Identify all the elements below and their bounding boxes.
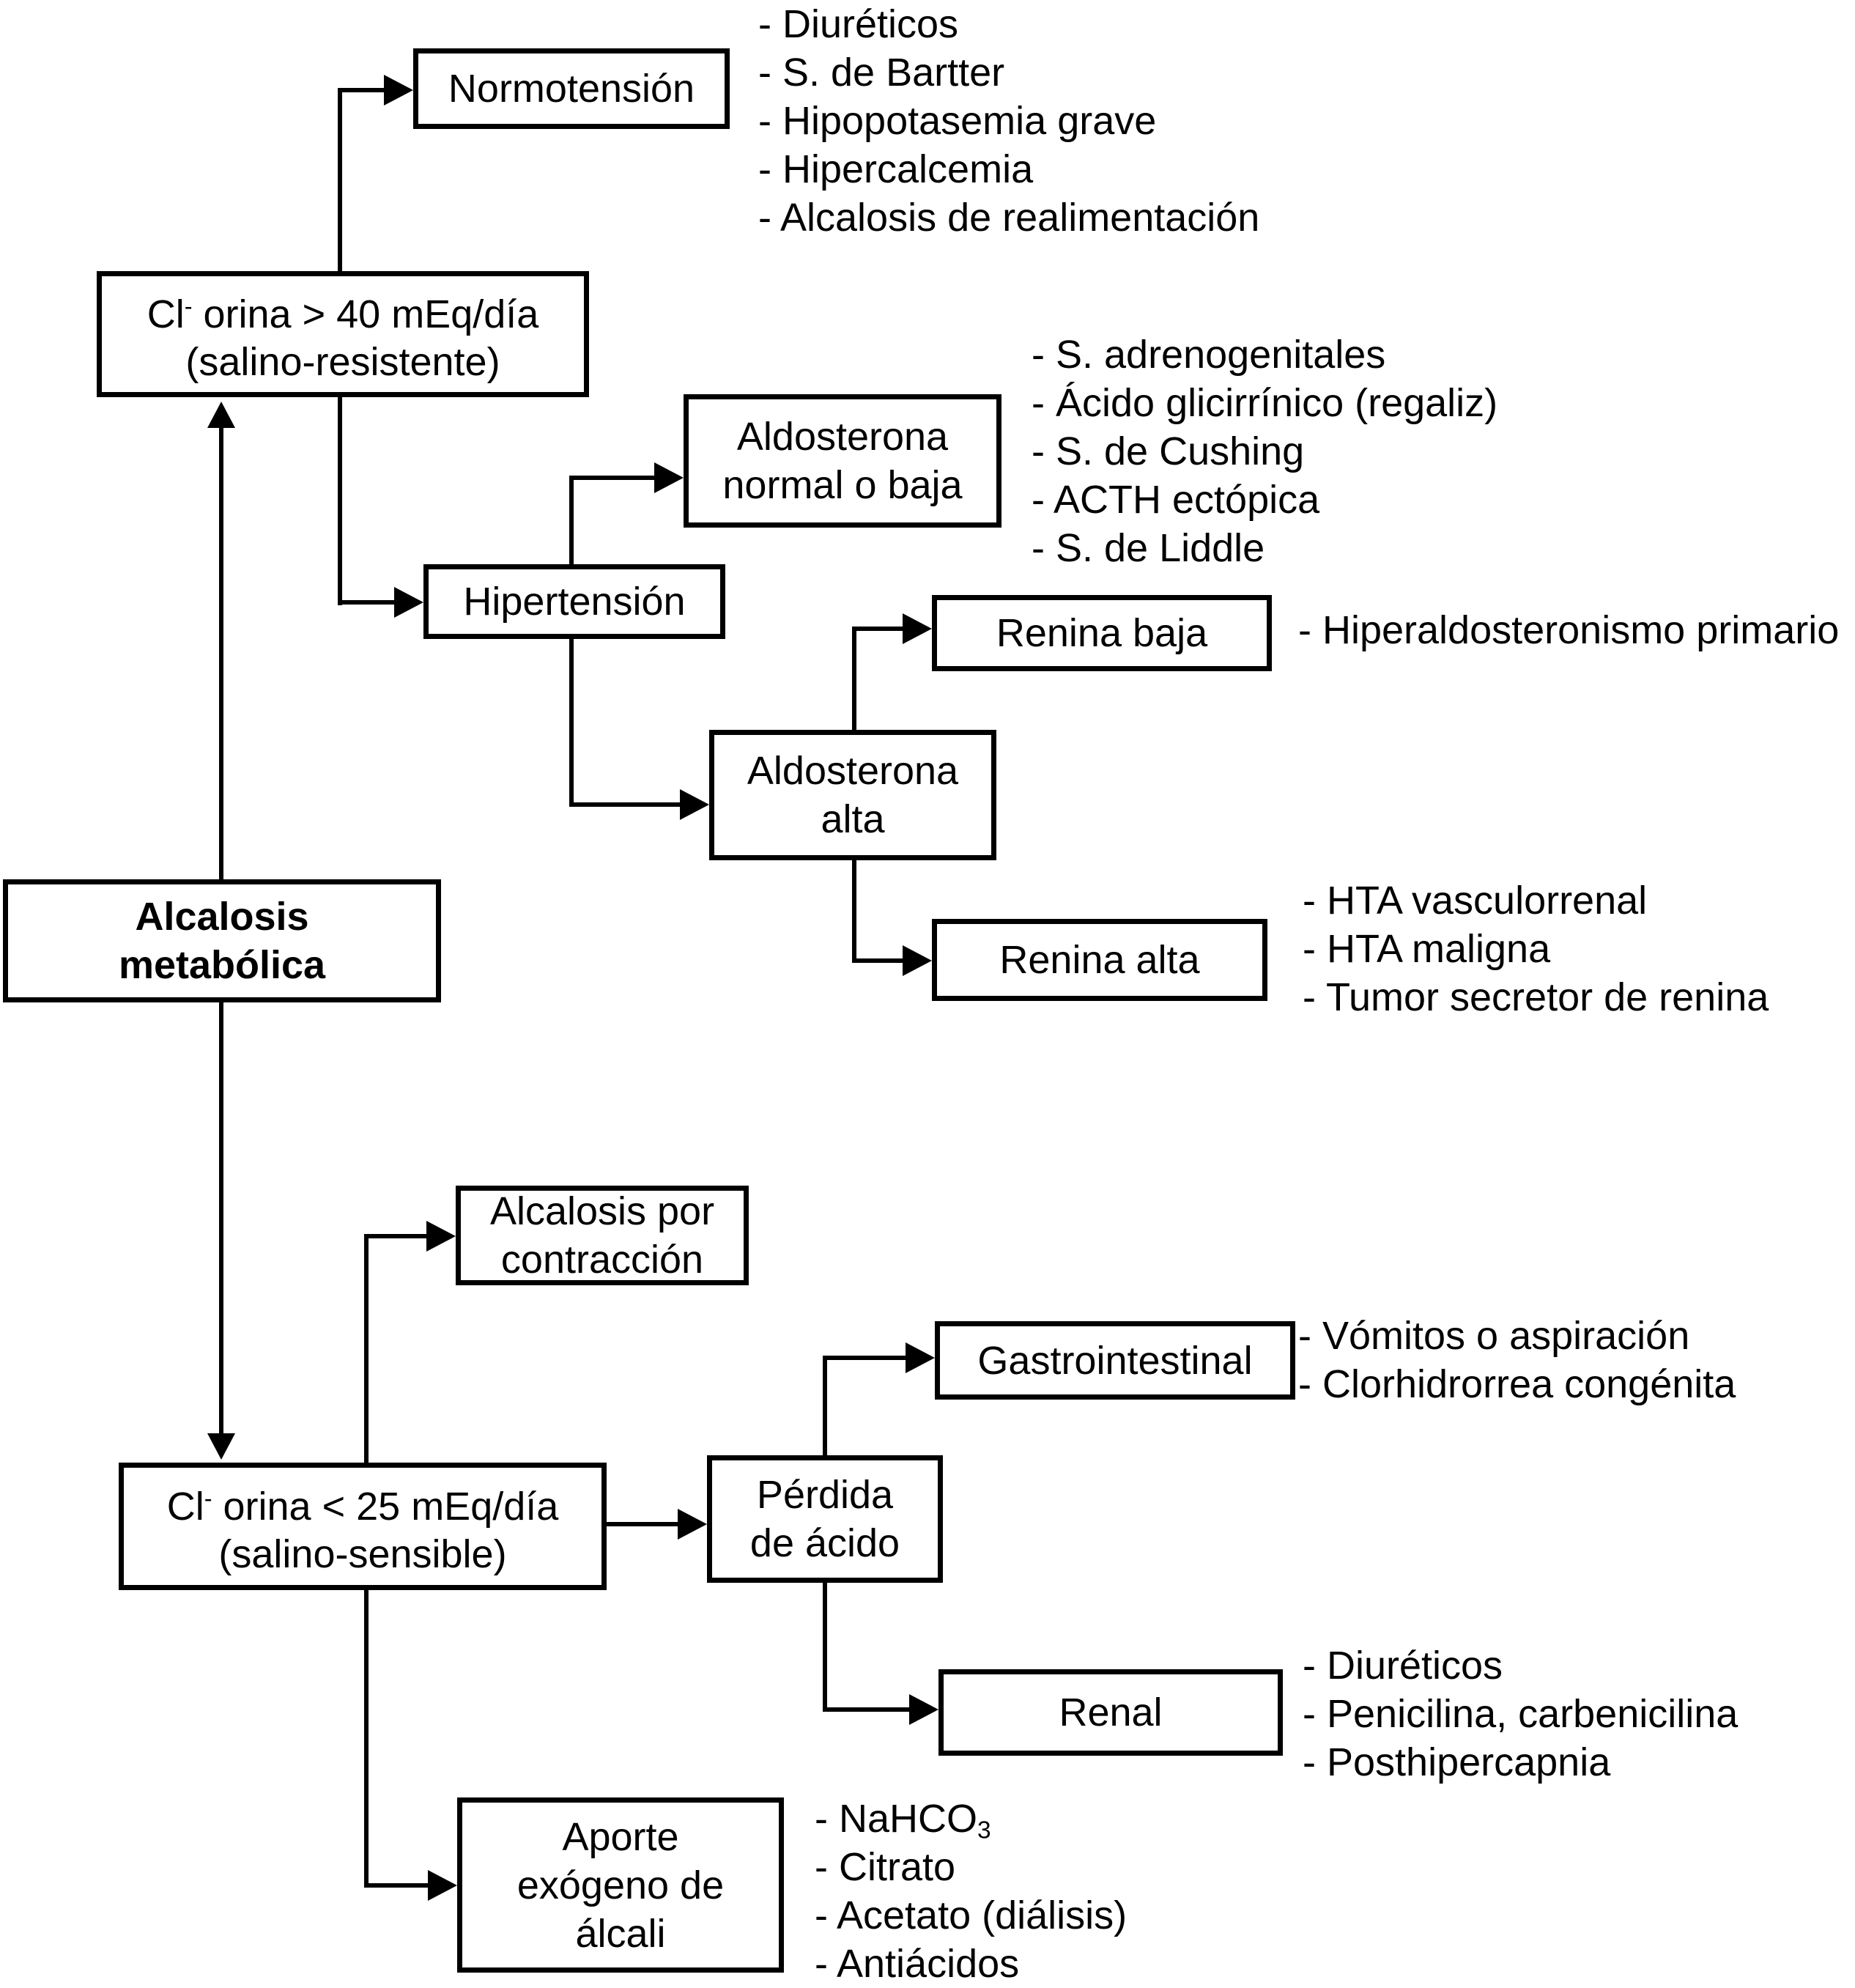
box-alcalosis-metabolica — [3, 879, 441, 1002]
box-alcalosis-contraccion-line1: Alcalosis por — [489, 1189, 715, 1233]
box-cl-orina-40-line2: (salino-resistente) — [185, 340, 500, 385]
arrowhead-gastrointestinal — [906, 1342, 935, 1373]
connector-cl40-hipertension-v — [338, 396, 342, 605]
box-alcalosis-metabolica-line1: Alcalosis — [135, 895, 309, 939]
cause-item: - S. adrenogenitales — [1032, 333, 1386, 377]
box-gastrointestinal-label: Gastrointestinal — [977, 1338, 1253, 1383]
box-aporte-alcali-line3: álcali — [575, 1911, 666, 1956]
box-aldosterona-alta-line1: Aldosterona — [747, 749, 959, 793]
arrowhead-contraccion — [426, 1221, 456, 1252]
renina-alta-causes-list — [1303, 876, 1769, 1021]
connector-cl25-aporte-h — [364, 1883, 432, 1888]
arrowhead-renal — [909, 1694, 938, 1725]
connector-aldoalta-reninabaja-h — [852, 627, 906, 631]
connector-perdida-gastro-h — [823, 1356, 909, 1360]
cause-item: - Antiácidos — [815, 1942, 1020, 1986]
superscript-minus: - — [184, 292, 193, 319]
cause-item: - Acetato (diálisis) — [815, 1893, 1128, 1937]
cause-item: - NaHCO$_3$ — [815, 1797, 991, 1844]
arrowhead-perdida — [678, 1509, 707, 1540]
box-cl-orina-25 — [119, 1463, 607, 1590]
connector-hipertension-aldonormal-h — [569, 476, 657, 480]
cause-item: - S. de Cushing — [1032, 429, 1305, 473]
arrowhead-hipertension — [394, 587, 423, 618]
cause-item: - Alcalosis de realimentación — [758, 196, 1260, 240]
box-renal — [938, 1669, 1283, 1756]
box-hipertension-label: Hipertensión — [463, 580, 686, 624]
box-normotension — [413, 48, 730, 129]
connector-perdida-gastro-v — [823, 1356, 827, 1457]
connector-cl25-aporte-v — [364, 1590, 369, 1888]
box-cl-orina-40 — [97, 271, 589, 397]
cause-item: - S. de Liddle — [1032, 526, 1265, 570]
arrowhead-renina-baja — [903, 613, 932, 644]
arrowhead-up-to-cl40 — [207, 402, 235, 428]
cause-item: - Citrato — [815, 1845, 956, 1889]
box-aldosterona-normal-line2: normal o baja — [722, 463, 963, 507]
renal-causes-list — [1303, 1641, 1738, 1786]
cause-item: - Penicilina, carbenicilina — [1303, 1692, 1739, 1736]
gastrointestinal-causes-list — [1298, 1312, 1736, 1408]
cause-item: - Diuréticos — [758, 2, 959, 46]
box-alcalosis-contraccion — [456, 1186, 749, 1285]
superscript-minus: - — [204, 1485, 212, 1512]
box-normotension-label: Normotensión — [448, 67, 695, 111]
aldosterona-normal-causes-list — [1032, 330, 1497, 572]
connector-cl40-normotension-v — [338, 88, 342, 273]
cause-item: - Hiperaldosteronismo primario — [1298, 608, 1840, 652]
cause-item: - Posthipercapnia — [1303, 1740, 1611, 1784]
box-renina-alta-label: Renina alta — [999, 938, 1200, 982]
box-perdida-acido-line2: de ácido — [749, 1521, 900, 1565]
box-aldosterona-normal-line1: Aldosterona — [736, 415, 949, 459]
aporte-causes-list — [815, 1795, 1127, 1988]
connector-cl25-contraccion-v — [364, 1234, 369, 1464]
box-renina-baja — [932, 595, 1272, 671]
cause-item: - Hipercalcemia — [758, 147, 1034, 191]
box-cl-orina-40-line1: Cl- orina > 40 mEq/día — [147, 292, 539, 336]
box-renal-label: Renal — [1059, 1690, 1163, 1734]
arrowhead-aldosterona-normal — [654, 462, 684, 493]
cause-item: - ACTH ectópica — [1032, 478, 1320, 522]
connector-perdida-renal-h — [823, 1707, 912, 1712]
connector-trunk-upper — [219, 426, 223, 881]
arrowhead-normotension — [384, 75, 413, 106]
box-aldosterona-alta — [709, 730, 996, 860]
box-aporte-alcali-line2: exógeno de — [516, 1863, 725, 1907]
cause-item: - Clorhidrorrea congénita — [1298, 1362, 1736, 1406]
box-aldosterona-normal — [684, 394, 1001, 528]
cause-item: - S. de Bartter — [758, 51, 1005, 95]
cause-item: - Vómitos o aspiración — [1298, 1314, 1690, 1358]
arrowhead-down-to-cl25 — [207, 1433, 235, 1460]
connector-cl25-contraccion-h — [364, 1234, 432, 1238]
arrowhead-aporte — [428, 1870, 457, 1901]
connector-hipertension-aldonormal-v — [569, 476, 574, 566]
cause-item: - Tumor secretor de renina — [1303, 975, 1769, 1019]
box-perdida-acido — [707, 1455, 943, 1583]
cause-item: - Ácido glicirrínico (regaliz) — [1032, 381, 1498, 425]
cause-item: - HTA vasculorrenal — [1303, 879, 1648, 923]
renina-baja-causes-list — [1298, 606, 1839, 654]
box-aldosterona-alta-line2: alta — [821, 797, 885, 841]
connector-aldoalta-reninabaja-v — [852, 627, 856, 731]
box-gastrointestinal — [935, 1321, 1295, 1400]
box-cl-orina-25-line2: (salino-sensible) — [218, 1532, 507, 1577]
cause-item: - HTA maligna — [1303, 927, 1551, 971]
connector-hipertension-aldoalta-h — [569, 802, 683, 807]
box-alcalosis-metabolica-line2: metabólica — [118, 943, 326, 987]
subscript-three: 3 — [977, 1817, 991, 1844]
box-alcalosis-contraccion-line2: contracción — [500, 1238, 704, 1282]
box-renina-baja-label: Renina baja — [996, 611, 1208, 655]
box-hipertension — [423, 564, 725, 639]
box-aporte-alcali-line1: Aporte — [562, 1814, 679, 1859]
arrowhead-renina-alta — [903, 945, 932, 976]
arrowhead-aldosterona-alta — [680, 789, 709, 820]
connector-trunk-lower — [219, 1001, 223, 1435]
box-aporte-alcali — [457, 1797, 784, 1973]
connector-cl25-perdida-h — [607, 1522, 680, 1526]
cause-item: - Hipopotasemia grave — [758, 99, 1157, 143]
connector-cl40-hipertension-h — [338, 600, 398, 605]
connector-hipertension-aldoalta-v — [569, 639, 574, 807]
box-renina-alta — [932, 919, 1267, 1001]
box-cl-orina-25-line1: Cl- orina < 25 mEq/día — [166, 1484, 559, 1529]
connector-aldoalta-reninaalta-v — [852, 860, 856, 963]
box-perdida-acido-line1: Pérdida — [756, 1473, 894, 1517]
connector-aldoalta-reninaalta-h — [852, 958, 906, 963]
cause-item: - Diuréticos — [1303, 1644, 1503, 1688]
normotension-causes-list — [758, 0, 1259, 242]
connector-perdida-renal-v — [823, 1583, 827, 1712]
